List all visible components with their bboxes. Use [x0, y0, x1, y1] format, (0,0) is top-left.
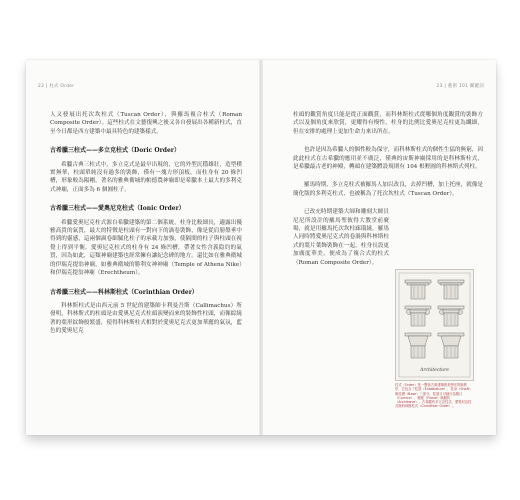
doric-heading: 古希臘三柱式——多立克柱式（Doric Order） [50, 147, 180, 155]
corinthian-paragraph: 科林斯柱式是由西元前 5 世紀的建築師卡利曼吾斯（Callimachus）所發明，科林斯式的柱頭是由愛奧尼克式柱頭演變而來的裝飾性柱頭，而像綜繞著的葉形紋飾般繁盛，使得科林斯柱式相對於愛奧尼克式更加華麗的氣氛，藍色的愛奧尼克 [50, 302, 242, 335]
running-head-right: 23 | 藝術 101 關鍵詞 [436, 84, 484, 89]
ionic-heading: 古希臘三柱式——愛奧尼克柱式（Ionic Order） [50, 205, 185, 213]
intro-paragraph: 人又發展出托次坎柱式（Tuscan Order），與羅馬複合柱式（Roman Composite Order）。這些柱式在文藝復興之後又各自發展出各種新柱式，直至今日都是西方建築中最具特色的建築樣式。 [50, 112, 242, 135]
corinthian-heading: 古希臘三柱式——科林斯柱式（Corinthian Order） [50, 288, 198, 296]
illustration-caption: 柱式（Order）是一整套古典建築的美學法則與秩序，它包含了柱頂（Entablature）、柱身（Shaft）與柱礎（Base）三部分，柱頂又可細分為檐口（Cornice）、檐壁（Frieze）與額枋（Architrave）。古希臘有多立克柱式、愛奧尼克柱式與科林斯柱式（Corinthian Order）。 [395, 383, 473, 409]
left-body [50, 111, 242, 346]
architecture-plate-drawing [396, 270, 473, 380]
column-orders-illustration [395, 269, 474, 381]
right-page [263, 60, 496, 435]
right-paragraph-4: 已改充時期建築大師和雕刻大師貝尼尼所設計的羅馬聖彼得大教堂前廣場，就是用羅馬托次坎柱廊環繞。羅馬人同時將愛奧尼克式的卷渦與科林斯柱式的葉片葉飾裝飾在一起，柱身長設更加廣度華美，便成為了複合式的柱式（Roman Composite Order）。 [293, 209, 389, 266]
right-paragraph-1: 柱頭的觀賞角度只能是從正面觀賞，而科林斯柱式從哪個角度觀賞的裝飾方式以及個角度來欣賞，更耀得有慢性，柱身的比例比愛奧尼克柱更為纖細，但在安排的處理上更加生命力來出所在。 [293, 112, 483, 135]
right-body [293, 111, 483, 267]
right-paragraph-3: 羅馬時期，多立克柱式被羅馬人加以改良，去掉凹槽，加上托座，就像是簡化版的多利克柱式，也被稱為了托次坎柱式（Tuscan Order）。 [293, 182, 484, 197]
wrapped-text-block [293, 208, 389, 267]
ionic-paragraph: 希臘愛奧尼克柱式源自希臘建築的第二個系統，柱身比較細長，適露出優雅高貴的氣質，最大的特徵是柱頭有一對向下的渦卷裝飾，像是從肩膀盤垂中得到的靈感，這兩個渦卷細膩化柱子的承載力加強，使隔間的柱子與柱頭在視覺上得到平衡。愛奧尼克柱式的柱身有 24 條凹槽，帶著女性含義隐約的氣質，因為如此，這類神廟建築也經常擁有讓紀念碑的地方。還比如在雅典衛城的伊瑞克提翁神廟，如雅典衛城的勝利女神神廟（Temple of Athena Nike）和伊瑞克提翁神廟（Erechtheum）。 [50, 219, 242, 277]
doric-paragraph: 希臘古典三柱式中，多立克式是最早出現的，它的外型沉穩雄壯，造型樸實無華，柱頭單純沒有過多的裝飾，僅有一塊方形頂板。而柱身有 20 條凹槽，形象較為陽剛，著名的雅典衛城的帕德農神廟即是希臘本土最大的多利克式神廟，正面多為 6 個圓柱子。 [50, 161, 242, 193]
left-page [26, 60, 259, 435]
running-head-left: 22 | 柱式 Order [38, 84, 75, 89]
open-book [26, 60, 496, 435]
right-paragraph-2: 也許是因為希臘人的個性較為保守，而科林斯柱式的個性生猛的無窮，因此此柱式在古希臘的應用並不廣泛，僅典的宙斯神廟採用的是科林斯柱式，是希臘最古老的神殿，轉頭在建築體設規則有 104 根輕圓的科林斯式列柱。 [293, 147, 484, 171]
plate-title: Architecture [420, 368, 449, 373]
